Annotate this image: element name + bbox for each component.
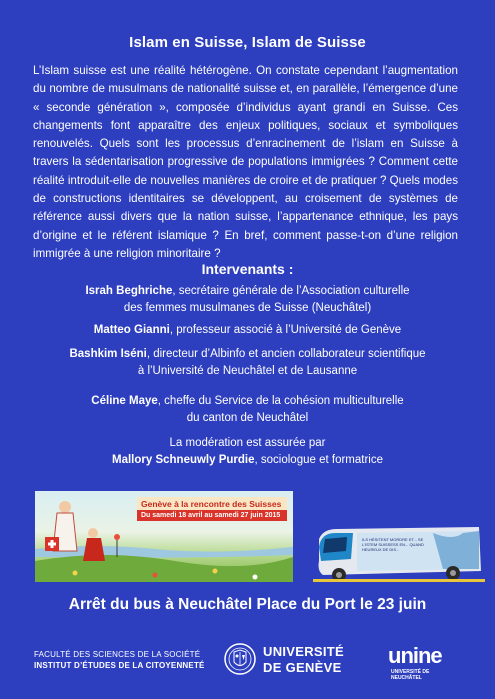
speaker-role: , directeur d’Albinfo et ancien collaborateur scientifique — [146, 348, 426, 360]
intro-paragraph: L’Islam suisse est une réalité hétérogène. On constate cependant l’augmentation du nombre de musulmans de nationalité suisse et, en parallèle, l’émergence d’une « seconde génération », composée d’individus ayant grandi en Suisse. Ces changements font apparaître des enjeux politiques, sociaux et symboliques renouvelés. Quels sont les processus d’enracinement de l’islam en Suisse à travers la sédentarisation progressive de populations immigrées ? Comment cette réalité introduit-elle de nouvelles manières de croire et de pratiquer ? Quels modes de constructions identitaires se développent, au croisement de systèmes de référence aussi divers que la nation suisse, l’appartenance ethnique, les pays d’origine et le référent islamique ? En bref, comment passe-t-on d’une religion immigrée à une religion minoritaire ? — [33, 64, 458, 260]
speakers-heading: Intervenants : — [201, 261, 294, 277]
speaker-name: Céline Maye — [91, 395, 158, 407]
speaker-name: Bashkim Iséni — [69, 348, 147, 360]
geneva-university-name: UNIVERSITÉ — [263, 644, 345, 659]
moderator-role: , sociologue et formatrice — [254, 454, 383, 466]
event-banner — [35, 491, 293, 582]
speaker-entry — [40, 393, 455, 427]
geneva-university-city: DE GENÈVE — [263, 660, 342, 675]
moderation-intro: La modération est assurée par — [169, 437, 326, 449]
bus-side-text: ILS HÉSITENT MORDRE ET... SE L'ISTEM SUISSESS EN... QUAND HEUREUX DE DIS... — [362, 537, 424, 552]
unine-subtitle: UNIVERSITÉ DE — [391, 669, 430, 675]
speaker-role-continued: des femmes musulmanes de Suisse (Neuchâtel) — [123, 302, 372, 314]
banner-title: Genève à la rencontre des Suisses — [137, 497, 287, 511]
speaker-role: , secrétaire générale de l’Association culturelle — [172, 285, 410, 297]
unine-logo: unine — [388, 643, 442, 668]
speaker-name: Israh Beghriche — [85, 285, 173, 297]
faculty-name: FACULTÉ DES SCIENCES DE LA SOCIÉTÉ — [34, 650, 201, 659]
institute-name: INSTITUT D’ÉTUDES DE LA CITOYENNETÉ — [34, 661, 205, 670]
speaker-entry — [40, 346, 455, 380]
speaker-entry — [40, 322, 455, 339]
geneva-seal-icon — [223, 642, 257, 676]
unine-subtitle-city: NEUCHÂTEL — [391, 675, 422, 681]
page-title: Islam en Suisse, Islam de Suisse — [129, 34, 366, 51]
banner-dates: Du samedi 18 avril au samedi 27 juin 2015 — [137, 510, 287, 521]
speaker-entry — [40, 283, 455, 317]
bus-stop-notice: Arrêt du bus à Neuchâtel Place du Port le 23 juin — [68, 596, 427, 613]
speaker-name: Matteo Gianni — [93, 324, 170, 336]
speaker-role-continued: du canton de Neuchâtel — [186, 412, 309, 424]
moderator-name: Mallory Schneuwly Purdie — [112, 454, 255, 466]
speaker-role-continued: à l’Université de Neuchâtel et de Lausanne — [137, 365, 358, 377]
speaker-role: , professeur associé à l’Université de Genève — [169, 324, 402, 336]
speaker-role: , cheffe du Service de la cohésion multiculturelle — [157, 395, 404, 407]
moderation — [40, 435, 455, 469]
